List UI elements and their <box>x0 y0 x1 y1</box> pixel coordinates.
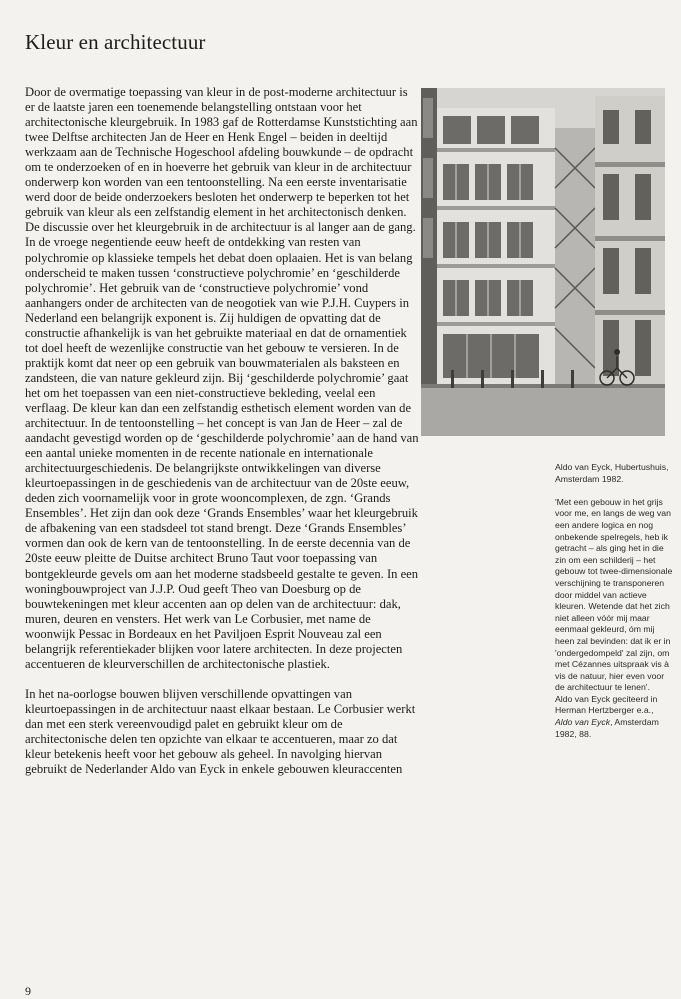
quote-source-suffix: , Amsterdam 1982, 88. <box>555 717 659 739</box>
photo-caption <box>555 462 673 740</box>
caption-credit: Aldo van Eyck, Hubertushuis, Amsterdam 1982. <box>555 462 669 484</box>
building-photo <box>421 88 665 436</box>
quote-source-prefix: Aldo van Eyck geciteerd in Herman Hertzberger e.a., <box>555 693 658 716</box>
hubertushuis-photo-illustration <box>421 88 665 436</box>
page-title: Kleur en architectuur <box>25 30 206 54</box>
page-number: 9 <box>25 984 31 998</box>
body-paragraph: In het na-oorlogse bouwen blijven verschillende opvattingen van kleurtoepassingen in de architectuur naast elkaar bestaan. Le Corbusier werkt dan met een sterk vereenvoudigd palet en gebruikt kleur om de architectonische delen ten opzichte van elkaar te accentueren, maar zo dat kleur betekenis heeft voor het gebouw als geheel. In navolging hiervan gebruikt de Nederlander Aldo van Eyck in enkele gebouwen kleuraccenten <box>25 686 416 777</box>
body-paragraph: Door de overmatige toepassing van kleur in de post-moderne architectuur is er de laatste jaren een toenemende belangstelling ontstaan voor het architectonische kleurgebruik. In 1983 gaf de Rotterdamse Kunststichting aan twee Delftse architecten Jan de Heer en Henk Engel – beiden in deeltijd werkzaam aan de Technische Hogeschool afdeling bouwkunde – de opdracht om te onderzoeken of en in hoeverre het gebruik van kleur in de architectuur onderwerp kon worden van een tentoonstelling. Na een eerste inventarisatie werd door de beide onderzoekers besloten het onderwerp te beperken tot het gebruik van kleur als een zelfstandig element in het architectonisch denken. De discussie over het kleurgebruik in de architectuur is al langer aan de gang. In de vroege negentiende eeuw heeft de ontdekking van resten van polychromie op klassieke tempels het debat doen oplaaien. Het is van belang onderscheid te maken tussen ‘constructieve polychromie’ en ‘geschilderde polychromie’. Het gebruik van de ‘constructieve polychromie’ vond aanhangers onder de architecten van de neogotiek van wie P.J.H. Cuypers in Nederland een belangrijk exponent is. Zij huldigen de opvatting dat de constructie afhankelijk is van het gebruikte materiaal en dat de ornamentiek tot doel heeft de wezenlijke constructie van het gebouw te versieren. In de praktijk komt dat neer op een gebruik van bouwmaterialen als baksteen en zandsteen, die van nature gekleurd zijn. Bij ‘geschilderde polychromie’ gaat het om het toepassen van een niet-constructieve bekleding, veelal een verflaag. De kleur kan dan een zelfstandig esthetisch element worden van de architectuur. In de tentoonstelling – het concept is van Jan de Heer – zal de aandacht gevestigd worden op de ‘geschilderde polychromie’ aan de hand van een aantal unieke momenten in de recente nationale en internationale architectuurgeschiedenis. De belangrijkste ontwikkelingen van diverse kleurtoepassingen in de geschiedenis van de architectuur van de 20ste eeuw, deden zich voornamelijk voor in grote wooncomplexen, de zgn. ‘Grands Ensembles’. Het zijn dan ook deze ‘Grands Ensembles’ waar het kleurgebruik de afbakening van een stadsdeel tot stand brengt. Deze ‘Grands Ensembles’ vormen dan ook de kern van de tentoonstelling. In de eerste decennia van de 20ste eeuw pleitte de Duitse architect Bruno Taut voor toepassing van bontgekleurde gevels om aan het moderne stadsbeeld gestalte te geven. In een woningbouwproject van J.J.P. Oud geeft Theo van Doesburg op de bouwtekeningen met kleur accenten aan op delen van de architectuur: dak, muren, deuren en vensters. Het werk van Le Corbusier, met name de woonwijk Pessac in Bordeaux en het Paviljoen Esprit Nouveau zal een belangrijk referentiekader blijken voor latere architecten. In deze projecten accentueren de kleurverschillen de architectonische plastiek. <box>25 85 419 671</box>
caption-quote: 'Met een gebouw in het grijs voor me, en langs de weg van een andere logica en nog onbekende spelregels, heb ik getracht – als ging het in die zin om een schilderij – het gebouw tot twee-dimensionale verschijning te transponeren door middel van actieve kleuren. Wetende dat het zich niet alleen vóór mij maar eenmaal gekleurd, óm mij heen zal bevinden: dat ik er in 'ondergedompeld' zal zijn, om met Cézannes uitspraak vis à vis de natuur, hier even voor de architectuur te lenen'. <box>555 496 673 693</box>
article-body <box>25 85 419 777</box>
caption-quote-source <box>555 694 673 740</box>
quote-source-title: Aldo van Eyck <box>555 717 611 728</box>
